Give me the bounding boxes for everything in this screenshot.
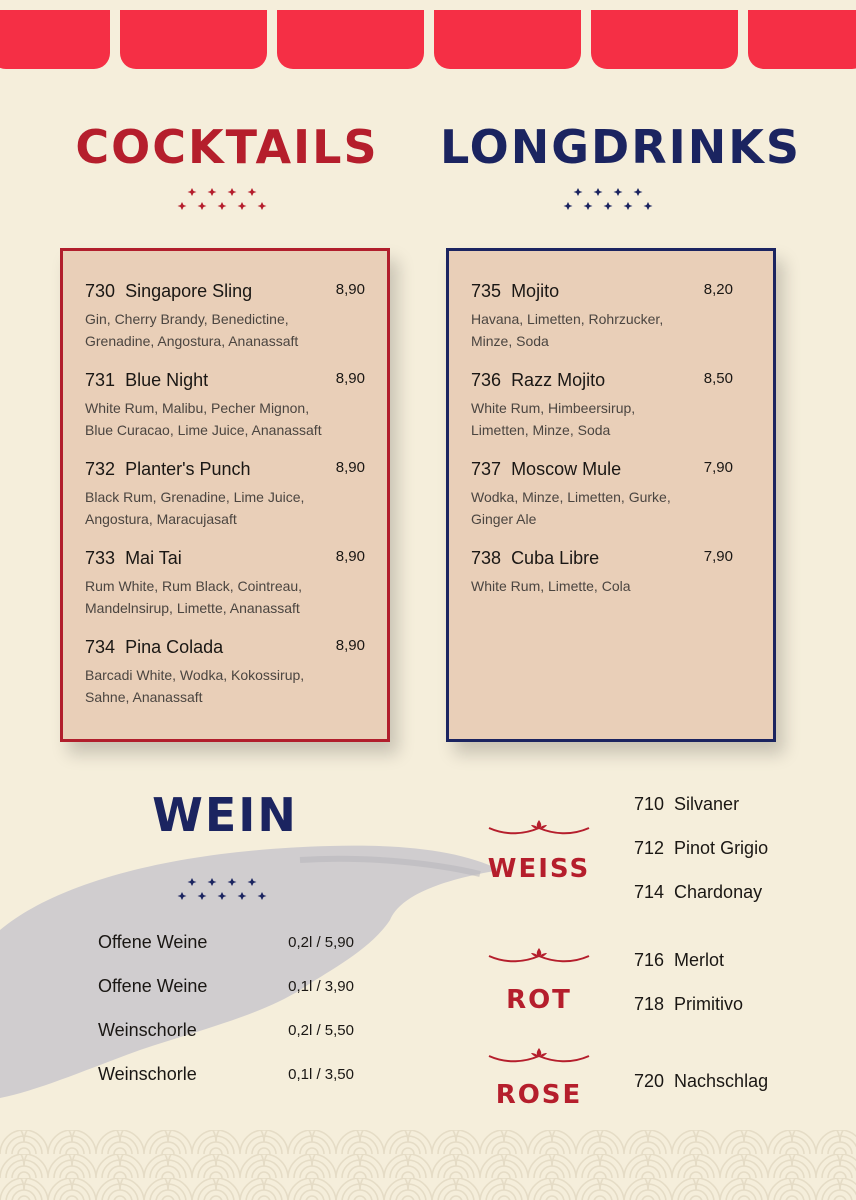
- item-title: 735 Mojito: [471, 281, 560, 301]
- open-wine-row: [98, 976, 354, 997]
- stars-ornament-icon: [558, 184, 668, 214]
- item-price: 7,90: [703, 548, 733, 565]
- item-price: 8,90: [335, 637, 365, 654]
- item-price: 8,90: [335, 459, 365, 476]
- open-wine-row: [98, 1020, 354, 1041]
- awning-scallop: [0, 10, 110, 69]
- awning-banner: [0, 0, 856, 72]
- menu-item: [471, 370, 733, 441]
- item-title: 738 Cuba Libre: [471, 548, 600, 568]
- open-wine-name: Weinschorle: [98, 1064, 197, 1084]
- lotus-divider-icon: [487, 944, 591, 966]
- wine-item: 718 Primitivo: [634, 994, 744, 1014]
- item-title: 731 Blue Night: [85, 370, 209, 390]
- lotus-divider-icon: [487, 1044, 591, 1066]
- cocktails-panel: [60, 248, 390, 742]
- open-wine-name: Weinschorle: [98, 1020, 197, 1040]
- item-price: 8,20: [703, 281, 733, 298]
- wine-item: 712 Pinot Grigio: [634, 838, 769, 858]
- item-description: White Rum, Himbeersirup, Limetten, Minze, Soda: [471, 400, 636, 438]
- item-title: 732 Planter's Punch: [85, 459, 251, 479]
- open-wine-name: Offene Weine: [98, 976, 208, 996]
- open-wine-price: 0,1l / 3,50: [288, 1066, 354, 1083]
- item-description: Havana, Limetten, Rohrzucker, Minze, Soda: [471, 311, 664, 349]
- open-wine-row: [98, 932, 354, 953]
- awning-scallop: [748, 10, 856, 69]
- awning-scallop: [591, 10, 738, 69]
- item-title: 736 Razz Mojito: [471, 370, 606, 390]
- open-wine-price: 0,2l / 5,50: [288, 1022, 354, 1039]
- open-wine-name: Offene Weine: [98, 932, 208, 952]
- item-title: 733 Mai Tai: [85, 548, 182, 568]
- wine-item: 716 Merlot: [634, 950, 725, 970]
- item-price: 8,90: [335, 548, 365, 565]
- longdrinks-panel: [446, 248, 776, 742]
- lotus-divider-icon: [487, 816, 591, 838]
- wine-item: 710 Silvaner: [634, 794, 740, 814]
- wine-category-rose: ROSE: [495, 1080, 583, 1110]
- wein-title: WEIN: [152, 788, 298, 842]
- wine-item: 720 Nachschlag: [634, 1071, 769, 1091]
- item-description: Black Rum, Grenadine, Lime Juice, Angostura, Maracujasaft: [85, 489, 305, 527]
- item-description: Barcadi White, Wodka, Kokossirup, Sahne, Ananassaft: [85, 667, 305, 705]
- item-price: 8,90: [335, 370, 365, 387]
- item-description: Gin, Cherry Brandy, Benedictine, Grenadine, Angostura, Ananassaft: [85, 311, 299, 349]
- item-description: White Rum, Malibu, Pecher Mignon, Blue Curacao, Lime Juice, Ananassaft: [85, 400, 322, 438]
- awning-scallop: [120, 10, 267, 69]
- open-wine-price: 0,2l / 5,90: [288, 934, 354, 951]
- stars-ornament-icon: [172, 874, 282, 904]
- awning-scallop: [434, 10, 581, 69]
- awning-scallop: [277, 10, 424, 69]
- item-description: Rum White, Rum Black, Cointreau, Mandelnsirup, Limette, Ananassaft: [85, 578, 303, 616]
- item-description: White Rum, Limette, Cola: [471, 578, 631, 594]
- menu-item: [85, 281, 365, 352]
- item-description: Wodka, Minze, Limetten, Gurke, Ginger Ale: [471, 489, 671, 527]
- open-wine-price: 0,1l / 3,90: [288, 978, 354, 995]
- item-price: 8,90: [335, 281, 365, 298]
- longdrinks-title: LONGDRINKS: [440, 120, 802, 174]
- menu-item: [471, 281, 733, 352]
- cocktails-title: COCKTAILS: [75, 120, 379, 174]
- wine-item: 714 Chardonay: [634, 882, 763, 902]
- menu-item: [85, 637, 365, 708]
- wave-pattern-decoration: [0, 1130, 856, 1200]
- item-title: 734 Pina Colada: [85, 637, 224, 657]
- stars-ornament-icon: [172, 184, 282, 214]
- item-title: 730 Singapore Sling: [85, 281, 253, 301]
- item-price: 7,90: [703, 459, 733, 476]
- item-title: 737 Moscow Mule: [471, 459, 622, 479]
- menu-item: [85, 370, 365, 441]
- wine-category-rot: ROT: [506, 985, 572, 1015]
- menu-item: [85, 548, 365, 619]
- menu-item: [85, 459, 365, 530]
- menu-item: [471, 459, 733, 530]
- open-wine-row: [98, 1064, 354, 1085]
- item-price: 8,50: [703, 370, 733, 387]
- menu-item: [471, 548, 733, 597]
- wine-category-weiss: WEISS: [487, 854, 591, 884]
